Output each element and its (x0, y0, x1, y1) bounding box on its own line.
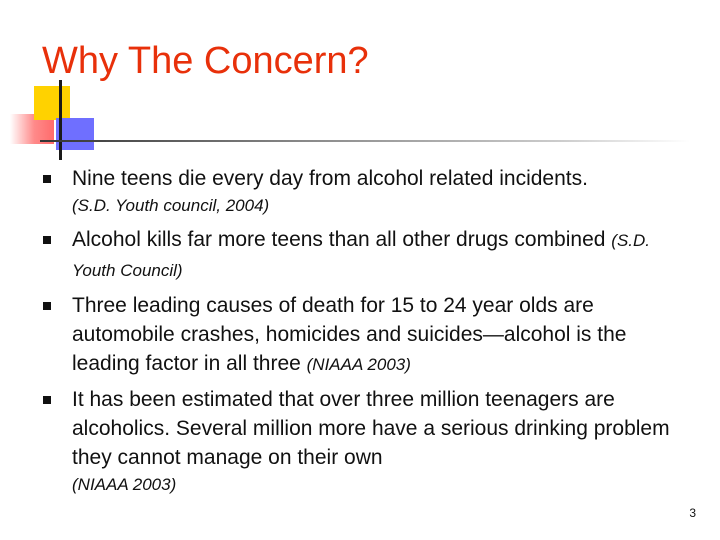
bullet-citation: (S.D. Youth Council) (72, 231, 651, 280)
bullet-item (42, 385, 692, 498)
bullet-text: Three leading causes of death for 15 to 24 year olds are automobile crashes, homicides and suicides—alcohol is the leading factor in all three (72, 294, 627, 375)
bullet-item (42, 291, 692, 379)
bullet-list (42, 164, 692, 504)
title-underline (40, 140, 690, 142)
square-bullet-icon (43, 396, 51, 404)
bullet-item (42, 164, 692, 219)
bullet-text: Nine teens die every day from alcohol related incidents. (72, 167, 588, 190)
decorative-yellow-block (34, 86, 70, 120)
square-bullet-icon (43, 175, 51, 183)
page-number: 3 (689, 506, 696, 520)
bullet-text: It has been estimated that over three million teenagers are alcoholics. Several million more have a serious drinking problem they cannot manage on their own (72, 388, 670, 469)
bullet-text: Alcohol kills far more teens than all other drugs combined (72, 228, 612, 251)
bullet-item (42, 225, 692, 285)
bullet-citation: (NIAAA 2003) (72, 475, 177, 494)
slide-title: Why The Concern? (42, 40, 369, 82)
square-bullet-icon (43, 236, 51, 244)
bullet-citation: (NIAAA 2003) (306, 355, 411, 374)
bullet-citation: (S.D. Youth council, 2004) (72, 196, 270, 215)
decorative-vertical-line (59, 80, 62, 160)
square-bullet-icon (43, 302, 51, 310)
